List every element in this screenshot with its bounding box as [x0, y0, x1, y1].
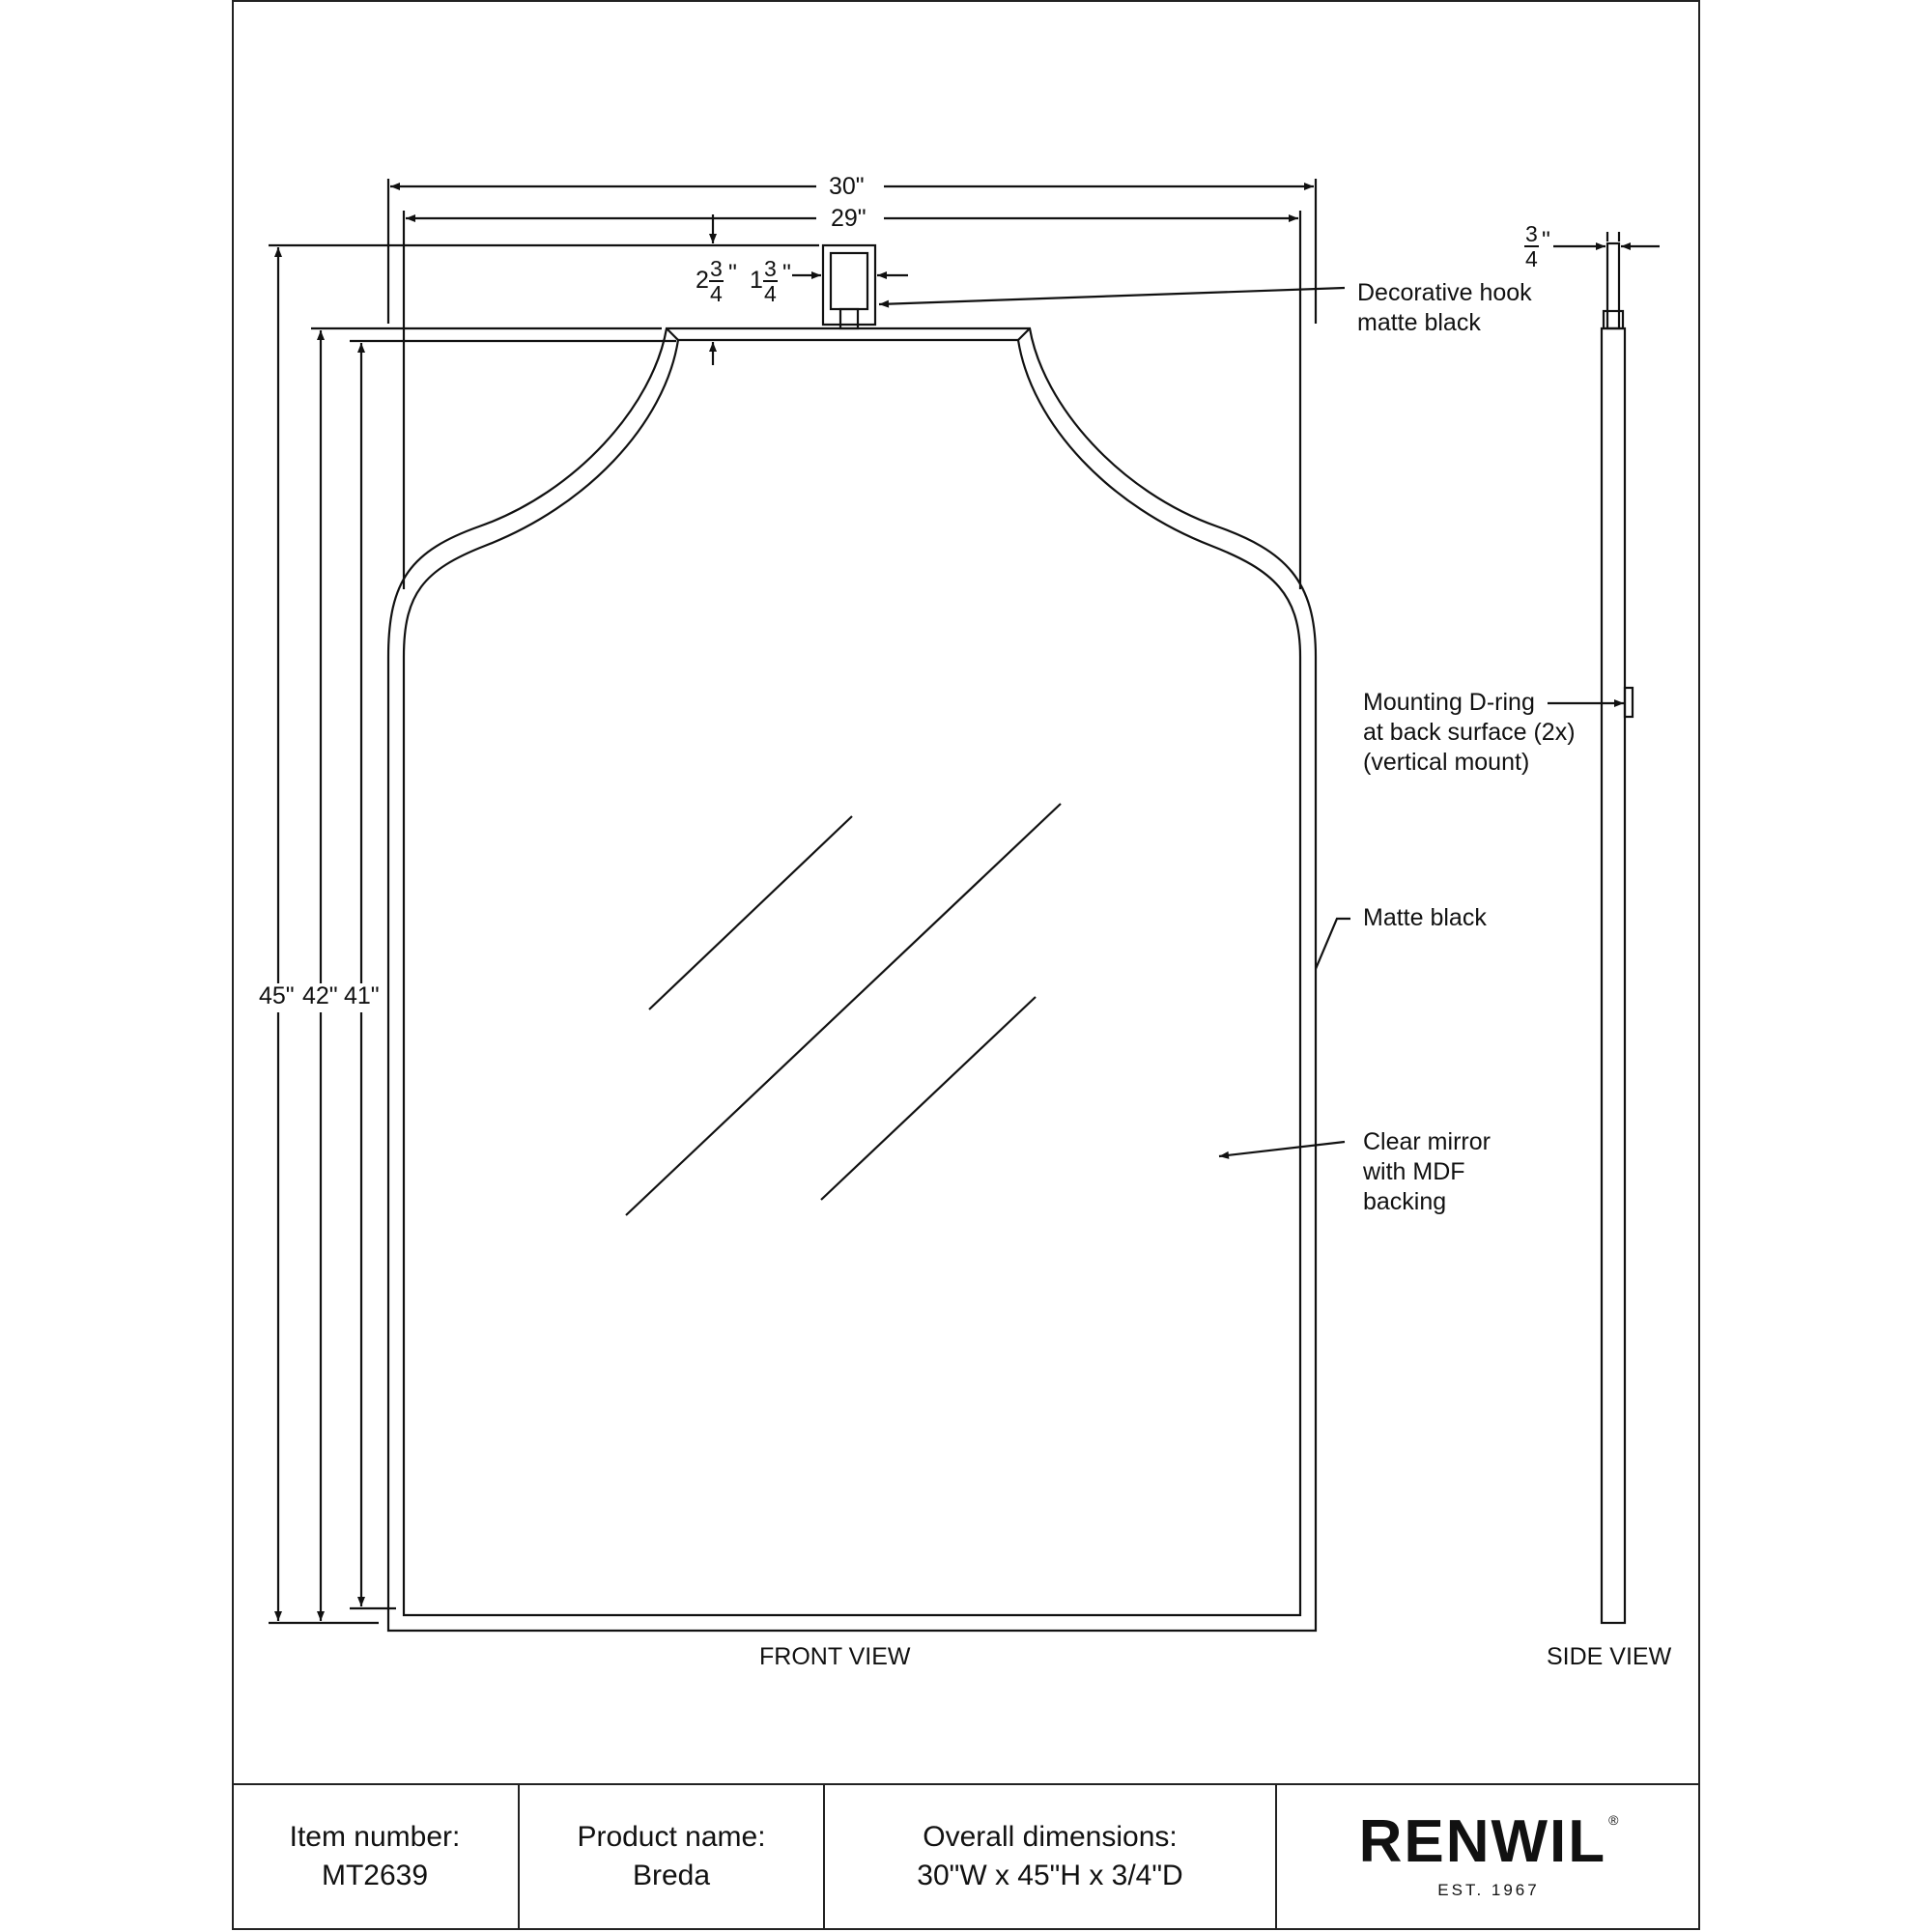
title-cell-item	[232, 1783, 518, 1930]
mirror-frame-inner	[404, 340, 1300, 1615]
dim-hook-height: 2 $\frac{3}{4}$ "	[696, 256, 737, 306]
dim-overall-height: 45"	[259, 982, 295, 1009]
product-name-value: Breda	[632, 1860, 711, 1891]
overall-dimensions-label: Overall dimensions:	[923, 1821, 1178, 1853]
mirror-frame-outer	[388, 328, 1316, 1631]
item-number-value: MT2639	[321, 1860, 429, 1891]
callout-mirror: Clear mirror with MDF backing	[1363, 1128, 1491, 1215]
renwil-logo: RENWIL ®	[1358, 1808, 1619, 1875]
decorative-hook	[823, 245, 875, 328]
side-view-label: SIDE VIEW	[1547, 1643, 1672, 1670]
title-cell-brand	[1275, 1783, 1700, 1930]
dim-overall-width: 30"	[829, 173, 865, 200]
overall-dimensions-value: 30"W x 45"H x 3/4"D	[917, 1860, 1183, 1891]
dim-height-41: 41"	[344, 982, 380, 1009]
item-number-label: Item number:	[289, 1821, 461, 1853]
callout-hook: Decorative hook matte black	[1357, 279, 1532, 336]
side-view-profile	[1602, 243, 1633, 1623]
dim-height-42: 42"	[302, 982, 338, 1009]
reflection-lines	[626, 804, 1061, 1215]
product-name-label: Product name:	[577, 1821, 766, 1853]
dim-hook-width: 1 $\frac{3}{4}$ "	[750, 256, 791, 306]
callout-dring: Mounting D-ring at back surface (2x) (vertical mount)	[1363, 689, 1576, 776]
title-cell-dimensions	[823, 1783, 1275, 1930]
established-year: EST. 1967	[1437, 1881, 1540, 1899]
dim-depth: $\frac{3}{4}$ "	[1525, 221, 1550, 271]
dim-inner-width: 29"	[831, 205, 867, 232]
front-view-label: FRONT VIEW	[759, 1643, 911, 1670]
title-cell-product	[518, 1783, 823, 1930]
callout-frame: Matte black	[1363, 904, 1487, 931]
